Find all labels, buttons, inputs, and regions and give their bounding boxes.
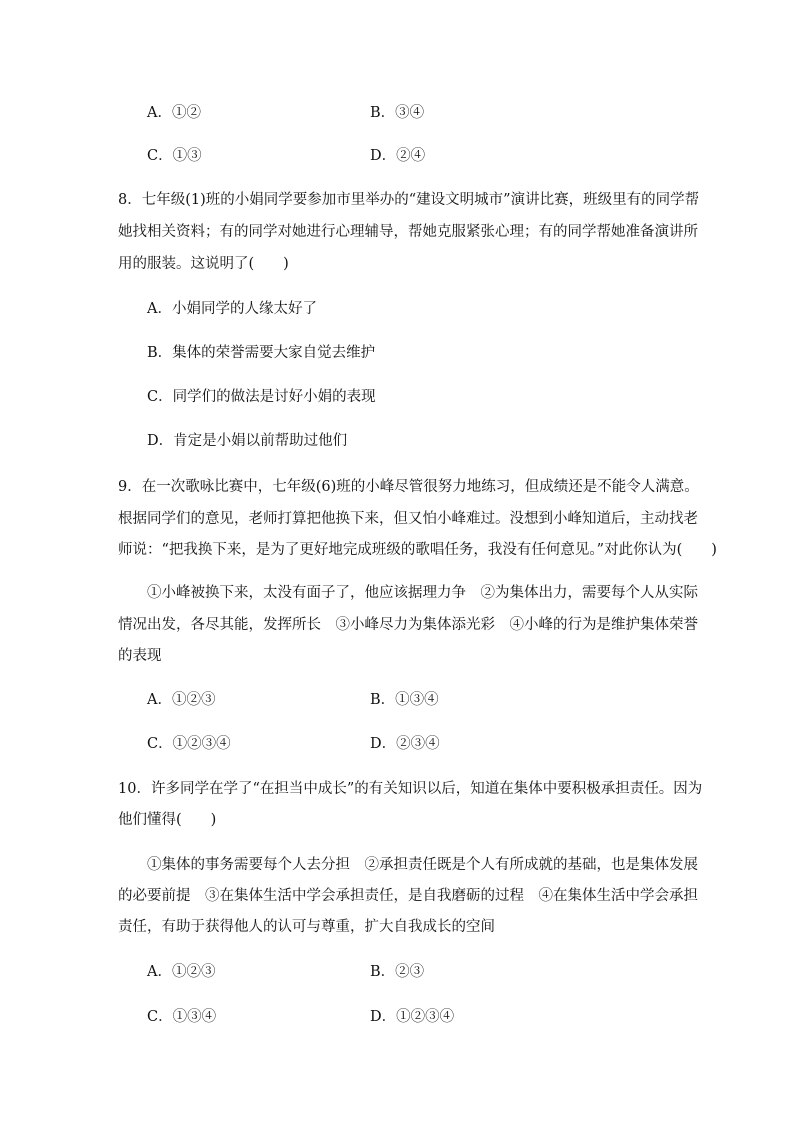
question-stem-line: 师说：“把我换下来，是为了更好地完成班级的歌唱任务，我没有任何意见。”对此你认为( ) [118, 542, 717, 558]
statement-line: 的必要前提 ③在集体生活中学会承担责任，是自我磨砺的过程 ④在集体生活中学会承担 [118, 888, 698, 904]
statement-line: ①小峰被换下来，太没有面子了，他应该据理力争 ②为集体出力，需要每个人从实际 [147, 585, 698, 601]
option-c: C．①②③④ [147, 736, 231, 752]
option-b: B．①③④ [370, 692, 439, 708]
statement-line: ①集体的事务需要每个人去分担 ②承担责任既是个人有所成就的基础，也是集体发展 [147, 857, 698, 873]
question-stem-line: 9．在一次歌咏比赛中，七年级(6)班的小峰尽管很努力地练习，但成绩还是不能令人满意。 [118, 479, 699, 495]
question-stem-line: 他们懂得( ) [118, 812, 217, 828]
option-d: D．②③④ [370, 736, 440, 752]
option-c: C．①③ [147, 148, 202, 164]
statement-line: 责任，有助于获得他人的认可与尊重，扩大自我成长的空间 [118, 919, 495, 935]
option-a: A．①②③ [147, 692, 216, 708]
option-c: C．同学们的做法是讨好小娟的表现 [147, 389, 376, 405]
question-stem-line: 她找相关资料；有的同学对她进行心理辅导，帮她克服紧张心理；有的同学帮她准备演讲所 [118, 224, 698, 240]
option-b: B．③④ [370, 105, 425, 121]
option-b: B．②③ [370, 964, 425, 980]
option-a: A．小娟同学的人缘太好了 [147, 301, 317, 317]
question-stem-line: 10．许多同学在学了“在担当中成长”的有关知识以后，知道在集体中要积极承担责任。因为 [118, 781, 703, 797]
option-c: C．①③④ [147, 1009, 217, 1025]
question-stem-line: 根据同学们的意见，老师打算把他换下来，但又怕小峰难过。没想到小峰知道后，主动找老 [118, 511, 698, 527]
option-a: A．①② [147, 105, 201, 121]
statement-line: 的表现 [118, 648, 162, 664]
statement-line: 情况出发，各尽其能，发挥所长 ③小峰尽力为集体添光彩 ④小峰的行为是维护集体荣誉 [118, 617, 698, 633]
option-d: D．②④ [370, 148, 426, 164]
option-b: B．集体的荣誉需要大家自觉去维护 [147, 345, 376, 361]
option-d: D．①②③④ [370, 1009, 455, 1025]
option-d: D．肯定是小娟以前帮助过他们 [147, 433, 348, 449]
question-stem-line: 8．七年级(1)班的小娟同学要参加市里举办的“建设文明城市”演讲比赛，班级里有的同学帮 [118, 192, 700, 208]
question-stem-line: 用的服装。这说明了( ) [118, 256, 289, 272]
option-a: A．①②③ [147, 964, 216, 980]
